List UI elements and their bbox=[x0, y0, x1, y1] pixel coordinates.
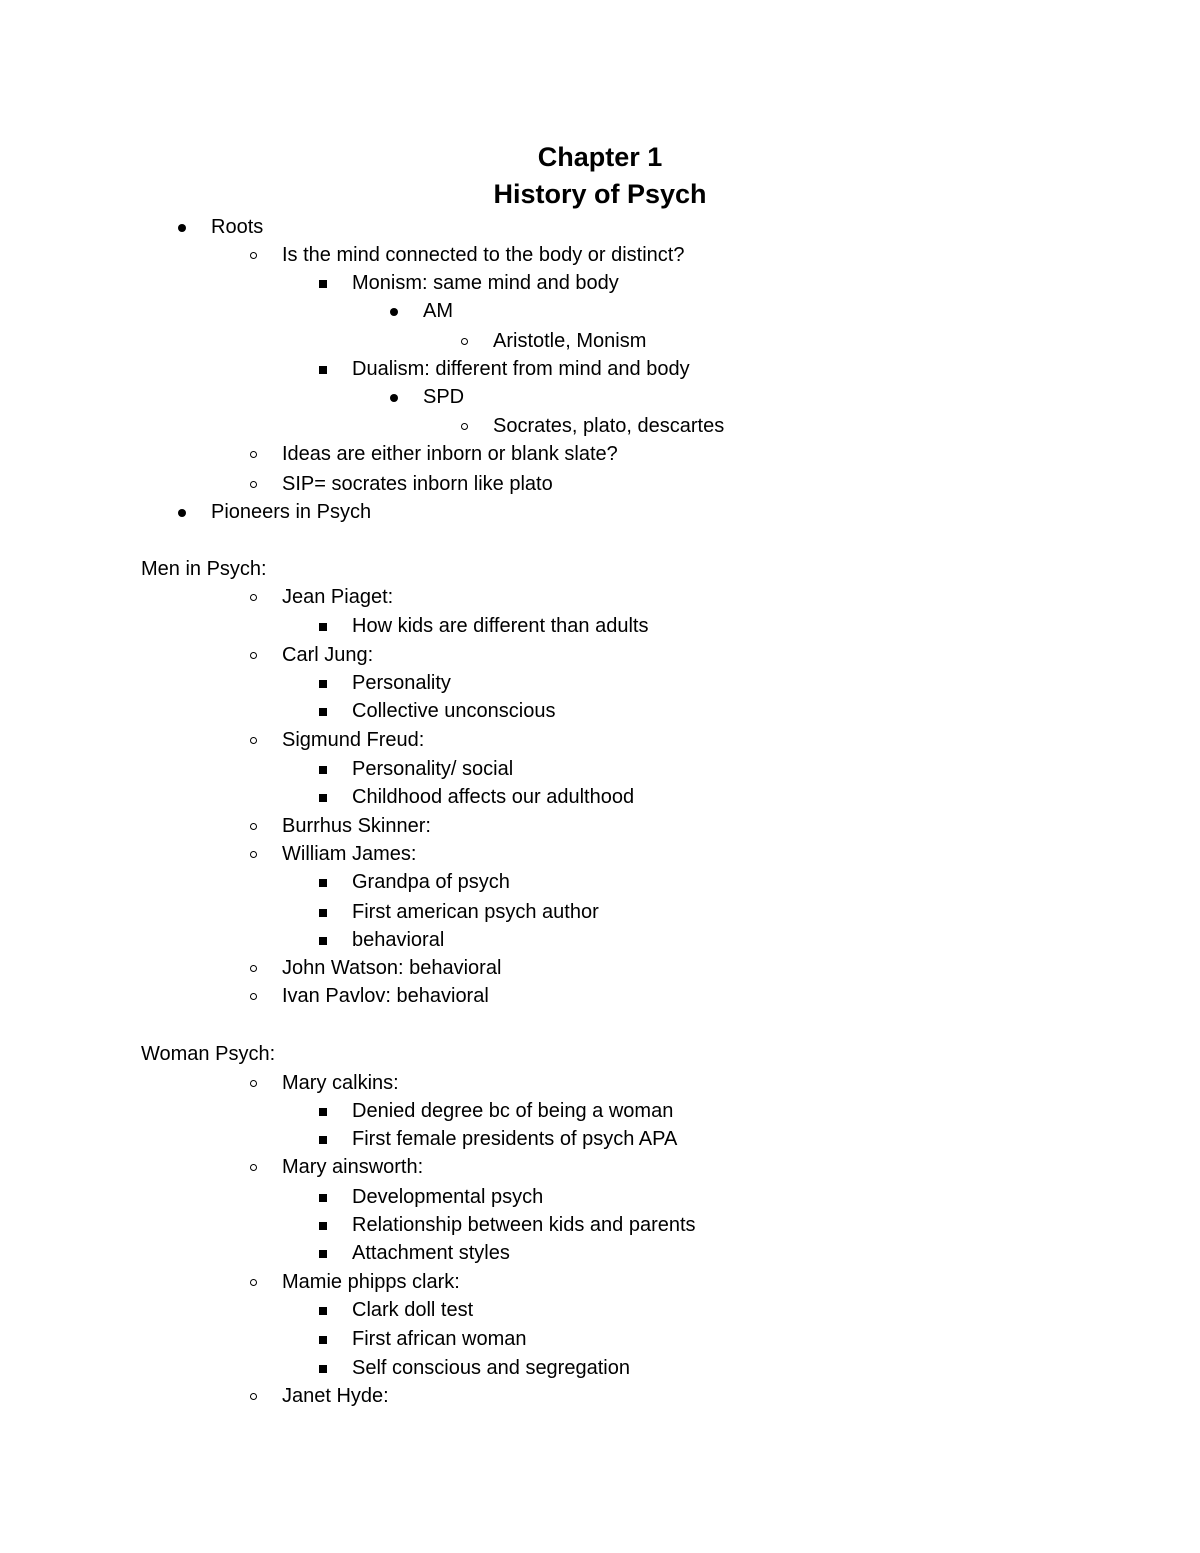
list-item: First female presidents of psych APA bbox=[352, 1128, 678, 1150]
circle-bullet-icon bbox=[250, 252, 257, 259]
list-item: Relationship between kids and parents bbox=[352, 1214, 696, 1236]
circle-bullet-icon bbox=[250, 652, 257, 659]
list-item: Clark doll test bbox=[352, 1299, 474, 1321]
circle-bullet-icon bbox=[250, 823, 257, 830]
circle-bullet-icon bbox=[250, 1164, 257, 1171]
list-item: behavioral bbox=[352, 929, 445, 951]
list-item: First african woman bbox=[352, 1328, 527, 1350]
circle-bullet-icon bbox=[250, 594, 257, 601]
circle-bullet-icon bbox=[250, 1080, 257, 1087]
square-bullet-icon bbox=[319, 1108, 327, 1116]
square-bullet-icon bbox=[319, 879, 327, 887]
square-bullet-icon bbox=[319, 1307, 327, 1315]
list-item: SPD bbox=[423, 386, 465, 408]
section-heading-women: Woman Psych: bbox=[141, 1043, 276, 1065]
chapter-subtitle: History of Psych bbox=[493, 179, 707, 209]
circle-bullet-icon bbox=[250, 993, 257, 1000]
list-item: John Watson: behavioral bbox=[282, 957, 502, 979]
list-item: Aristotle, Monism bbox=[493, 330, 647, 352]
circle-bullet-icon bbox=[250, 851, 257, 858]
list-item: Jean Piaget: bbox=[282, 586, 394, 608]
disc-bullet-icon bbox=[178, 509, 186, 517]
square-bullet-icon bbox=[319, 623, 327, 631]
list-item: Mary calkins: bbox=[282, 1072, 399, 1094]
list-item: Childhood affects our adulthood bbox=[352, 786, 635, 808]
square-bullet-icon bbox=[319, 1336, 327, 1344]
square-bullet-icon bbox=[319, 280, 327, 288]
square-bullet-icon bbox=[319, 1136, 327, 1144]
list-item: First american psych author bbox=[352, 901, 599, 923]
chapter-title: Chapter 1 bbox=[537, 142, 663, 172]
circle-bullet-icon bbox=[250, 965, 257, 972]
list-item: Mary ainsworth: bbox=[282, 1156, 424, 1178]
list-item: Roots bbox=[211, 216, 264, 238]
disc-bullet-icon bbox=[390, 308, 398, 316]
disc-bullet-icon bbox=[390, 394, 398, 402]
list-item: Janet Hyde: bbox=[282, 1385, 389, 1407]
circle-bullet-icon bbox=[250, 481, 257, 488]
square-bullet-icon bbox=[319, 1194, 327, 1202]
section-heading-men: Men in Psych: bbox=[141, 558, 267, 580]
list-item: Personality bbox=[352, 672, 451, 694]
square-bullet-icon bbox=[319, 680, 327, 688]
list-item: Attachment styles bbox=[352, 1242, 510, 1264]
square-bullet-icon bbox=[319, 794, 327, 802]
list-item: Self conscious and segregation bbox=[352, 1357, 630, 1379]
disc-bullet-icon bbox=[178, 224, 186, 232]
list-item: Is the mind connected to the body or distinct? bbox=[282, 244, 685, 266]
circle-bullet-icon bbox=[250, 1393, 257, 1400]
list-item: Denied degree bc of being a woman bbox=[352, 1100, 674, 1122]
circle-bullet-icon bbox=[250, 737, 257, 744]
square-bullet-icon bbox=[319, 909, 327, 917]
list-item: How kids are different than adults bbox=[352, 615, 649, 637]
list-item: Developmental psych bbox=[352, 1186, 544, 1208]
list-item: Pioneers in Psych bbox=[211, 501, 372, 523]
list-item: Ideas are either inborn or blank slate? bbox=[282, 443, 618, 465]
circle-bullet-icon bbox=[461, 423, 468, 430]
circle-bullet-icon bbox=[461, 338, 468, 345]
square-bullet-icon bbox=[319, 1250, 327, 1258]
list-item: Mamie phipps clark: bbox=[282, 1271, 460, 1293]
list-item: Burrhus Skinner: bbox=[282, 815, 431, 837]
square-bullet-icon bbox=[319, 1365, 327, 1373]
list-item: Carl Jung: bbox=[282, 644, 374, 666]
list-item: Collective unconscious bbox=[352, 700, 556, 722]
square-bullet-icon bbox=[319, 366, 327, 374]
square-bullet-icon bbox=[319, 937, 327, 945]
square-bullet-icon bbox=[319, 708, 327, 716]
circle-bullet-icon bbox=[250, 1279, 257, 1286]
list-item: Sigmund Freud: bbox=[282, 729, 425, 751]
square-bullet-icon bbox=[319, 1222, 327, 1230]
square-bullet-icon bbox=[319, 766, 327, 774]
list-item: AM bbox=[423, 300, 453, 322]
list-item: Monism: same mind and body bbox=[352, 272, 619, 294]
list-item: Socrates, plato, descartes bbox=[493, 415, 725, 437]
list-item: Grandpa of psych bbox=[352, 871, 510, 893]
circle-bullet-icon bbox=[250, 451, 257, 458]
list-item: Ivan Pavlov: behavioral bbox=[282, 985, 489, 1007]
list-item: SIP= socrates inborn like plato bbox=[282, 473, 553, 495]
list-item: William James: bbox=[282, 843, 417, 865]
list-item: Personality/ social bbox=[352, 758, 514, 780]
list-item: Dualism: different from mind and body bbox=[352, 358, 690, 380]
